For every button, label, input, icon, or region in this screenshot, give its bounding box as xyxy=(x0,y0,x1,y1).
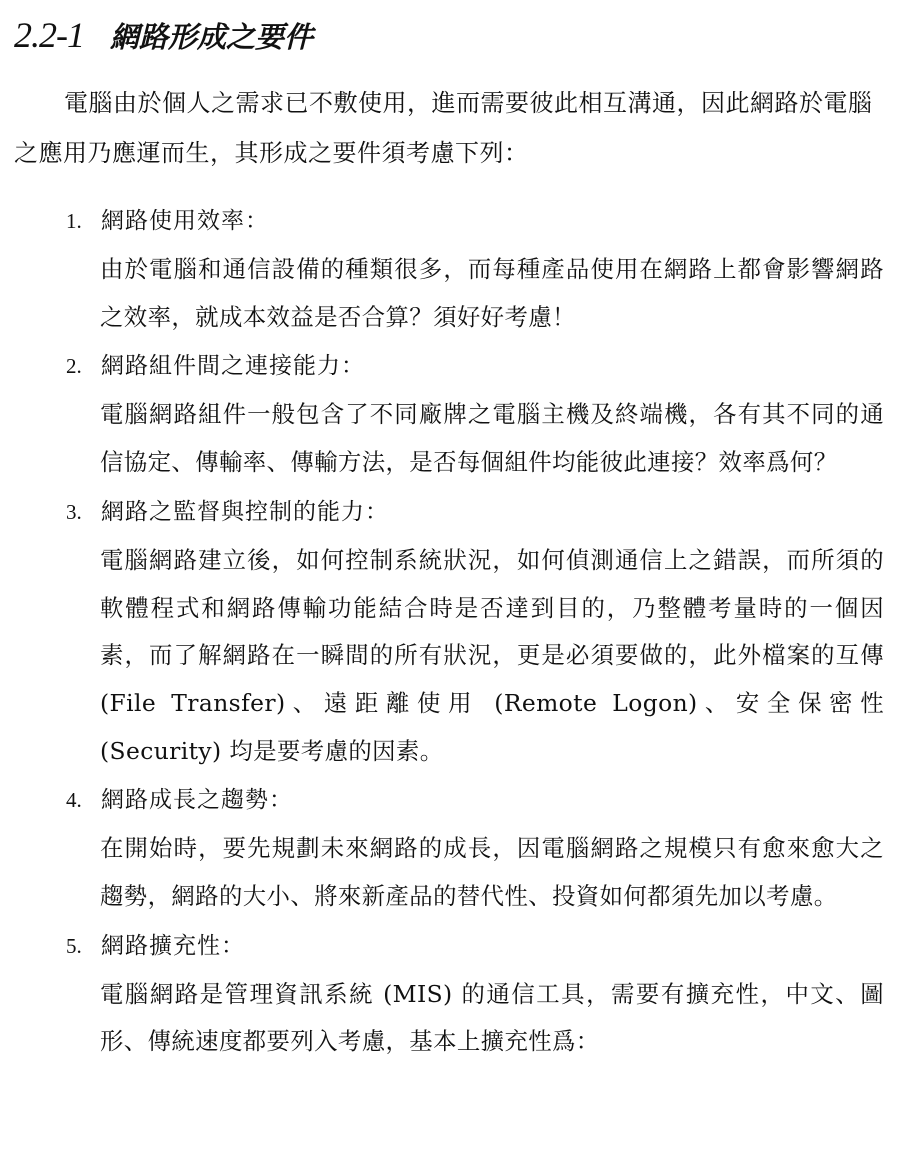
list-item-header xyxy=(0,341,904,391)
list-item-title: 網路成長之趨勢： xyxy=(101,787,293,814)
intro-paragraph: 電腦由於個人之需求已不敷使用，進而需要彼此相互溝通，因此網路於電腦之應用乃應運而生，其形成之要件須考慮下列： xyxy=(14,89,873,167)
list-item xyxy=(0,341,904,486)
list-item-header xyxy=(0,921,904,971)
section-number: 2.2-1 xyxy=(14,15,84,55)
list-item xyxy=(0,921,904,1066)
list-item xyxy=(0,775,904,920)
list-item-title: 網路使用效率： xyxy=(101,208,269,234)
list-item-number: 2. xyxy=(66,354,82,379)
list-item-number: 1. xyxy=(66,209,82,233)
list-item-number: 3. xyxy=(66,499,82,524)
list-item-title: 網路擴充性： xyxy=(101,932,245,959)
list-item xyxy=(0,487,904,776)
list-item-body: 由於電腦和通信設備的種類很多，而每種產品使用在網路上都會影響網路之效率，就成本效益是否合算？須好好考慮！ xyxy=(100,255,884,331)
list-item-header xyxy=(0,775,904,825)
list-item-body: 在開始時，要先規劃未來網路的成長，因電腦網路之規模只有愈來愈大之趨勢，網路的大小、將來新產品的替代性、投資如何都須先加以考慮。 xyxy=(100,834,884,911)
requirements-list xyxy=(0,196,904,1066)
list-item-body: 電腦網路是管理資訊系統 (MIS) 的通信工具，需要有擴充性，中文、圖形、傳統速度都要列入考慮，基本上擴充性爲： xyxy=(100,979,884,1056)
list-item-number: 4. xyxy=(66,788,82,813)
section-heading xyxy=(14,14,313,64)
list-item-body: 電腦網路建立後，如何控制系統狀況，如何偵測通信上之錯誤，而所須的軟體程式和網路傳輸功能結合時是否達到目的，乃整體考量時的一個因素，而了解網路在一瞬間的所有狀況，更是必須要做的，此外檔案的互傳 (File Transfer)、遠距離使用 (Remote Logon)、安全保密性 (Security) 均是要考慮的因素。 xyxy=(100,545,884,765)
section-title: 網路形成之要件 xyxy=(110,20,314,54)
list-item-number: 5. xyxy=(66,933,82,958)
list-item-header xyxy=(0,487,904,537)
list-item-title: 網路之監督與控制的能力： xyxy=(101,498,389,525)
list-item-header xyxy=(0,196,904,246)
list-item-body: 電腦網路組件一般包含了不同廠牌之電腦主機及終端機，各有其不同的通信協定、傳輸率、傳輸方法，是否每個組件均能彼此連接？效率爲何？ xyxy=(100,400,884,477)
list-item-title: 網路組件間之連接能力： xyxy=(101,353,365,380)
list-item xyxy=(0,196,904,341)
